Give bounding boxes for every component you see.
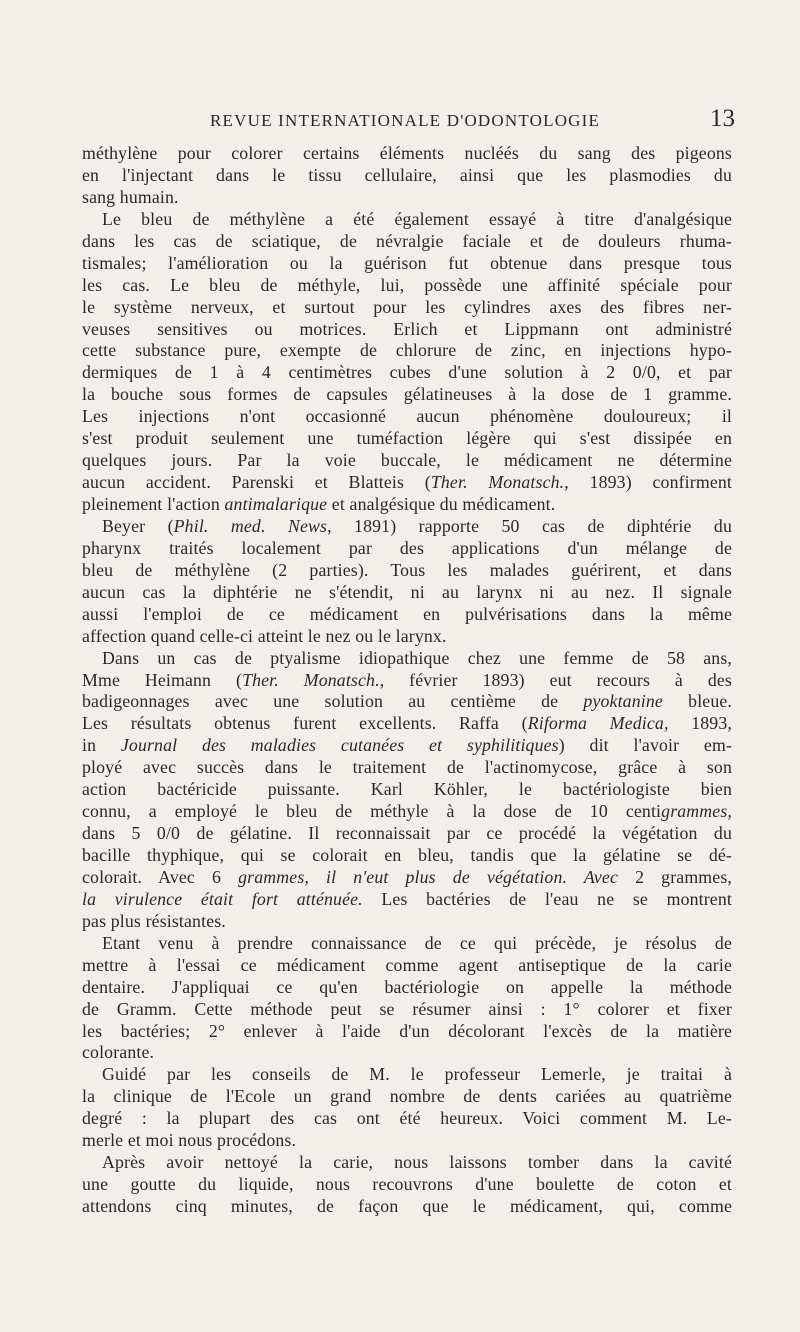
text-line: Beyer (Phil. med. News, 1891) rapporte 50 cas de diphtérie du — [102, 515, 732, 536]
text-line: en l'injectant dans le tissu cellulaire, ainsi que les plasmodies du — [82, 164, 732, 185]
text-line: veuses sensitives ou motrices. Erlich et Lippmann ont administré — [82, 318, 732, 339]
text-line: les bactéries; 2° enlever à l'aide d'un décolorant l'excès de la matière — [82, 1020, 732, 1041]
text-line: degré : la plupart des cas ont été heureux. Voici comment M. Le- — [82, 1108, 732, 1129]
text-line: de Gramm. Cette méthode peut se résumer ainsi : 1° colorer et fixer — [82, 998, 732, 1019]
text-line: le système nerveux, et surtout pour les cylindres axes des fibres ner- — [82, 296, 732, 317]
text-line: cette substance pure, exempte de chlorure de zinc, en injections hypo- — [82, 340, 732, 361]
text-line: Mme Heimann (Ther. Monatsch., février 1893) eut recours à des — [82, 669, 732, 690]
text-line: attendons cinq minutes, de façon que le médicament, qui, comme — [82, 1196, 732, 1216]
text-line: la bouche sous formes de capsules gélatineuses à la dose de 1 gramme. — [82, 384, 732, 405]
text-line: badigeonnages avec une solution au centième de pyoktanine bleue. — [82, 691, 732, 712]
text-line: aussi l'emploi de ce médicament en pulvérisations dans la même — [82, 603, 732, 624]
text-line: Après avoir nettoyé la carie, nous laissons tomber dans la cavité — [102, 1152, 732, 1173]
text-line: mettre à l'essai ce médicament comme agent antiseptique de la carie — [82, 954, 732, 975]
text-line: tismales; l'amélioration ou la guérison fut obtenue dans presque tous — [82, 252, 732, 273]
text-line: aucun accident. Parenski et Blatteis (Ther. Monatsch., 1893) confirment — [82, 472, 732, 493]
text-line: in Journal des maladies cutanées et syphilitiques) dit l'avoir em- — [82, 735, 733, 756]
text-line: Les injections n'ont occasionné aucun phénomène douloureux; il — [82, 406, 732, 427]
text-line: bleu de méthylène (2 parties). Tous les malades guérirent, et dans — [82, 559, 732, 580]
text-line: affection quand celle-ci atteint le nez ou le larynx. — [82, 625, 447, 646]
text-line: la clinique de l'Ecole un grand nombre de dents cariées au quatrième — [82, 1086, 732, 1107]
text-line: méthylène pour colorer certains éléments nucléés du sang des pigeons — [82, 143, 732, 163]
text-line: pas plus résistantes. — [82, 910, 226, 931]
body-text — [82, 143, 732, 1218]
text-line: Etant venu à prendre connaissance de ce qui précède, je résolus de — [102, 932, 732, 953]
text-line: colorante. — [82, 1042, 155, 1063]
text-line: connu, a employé le bleu de méthyle à la dose de 10 centigrammes, — [82, 801, 732, 822]
text-line: dentaire. J'appliquai ce qu'en bactériologie on appelle la méthode — [82, 976, 732, 997]
page-number: 13 — [710, 105, 735, 132]
text-line: les cas. Le bleu de méthyle, lui, possède une affinité spéciale pour — [82, 274, 732, 295]
text-line: une goutte du liquide, nous recouvrons d'une boulette de coton et — [82, 1174, 732, 1195]
text-line: Guidé par les conseils de M. le professeur Lemerle, je traitai à — [102, 1064, 732, 1085]
text-line: dermiques de 1 à 4 centimètres cubes d'une solution à 2 0/0, et par — [82, 362, 732, 383]
text-line: Les résultats obtenus furent excellents. Raffa (Riforma Medica, 1893, — [82, 713, 732, 734]
text-line: pleinement l'action antimalarique et analgésique du médicament. — [82, 494, 556, 514]
text-line: action bactéricide puissante. Karl Köhler, le bactériologiste bien — [82, 779, 732, 800]
text-line: bacille thyphique, qui se colorait en bleu, tandis que la gélatine se dé- — [82, 845, 732, 865]
text-line: quelques jours. Par la voie buccale, le médicament ne détermine — [82, 450, 732, 471]
text-line: Dans un cas de ptyalisme idiopathique chez une femme de 58 ans, — [102, 647, 732, 668]
text-line: sang humain. — [82, 186, 179, 207]
text-line: dans les cas de sciatique, de névralgie faciale et de douleurs rhuma- — [82, 230, 732, 251]
text-line: s'est produit seulement une tuméfaction légère qui s'est dissipée en — [82, 428, 732, 449]
header-title: REVUE INTERNATIONALE D'ODONTOLOGIE — [210, 111, 601, 130]
text-line: merle et moi nous procédons. — [82, 1130, 297, 1151]
text-line: dans 5 0/0 de gélatine. Il reconnaissait par ce procédé la végétation du — [82, 823, 732, 844]
text-line: pharynx traités localement par des applications d'un mélange de — [82, 537, 732, 558]
text-line: aucun cas la diphtérie ne s'étendit, ni au larynx ni au nez. Il signale — [82, 581, 732, 602]
text-line: ployé avec succès dans le traitement de l'actinomycose, grâce à son — [82, 757, 732, 778]
text-line: la virulence était fort atténuée. Les bactéries de l'eau ne se montrent — [82, 888, 732, 909]
running-header — [80, 105, 735, 135]
text-line: Le bleu de méthylène a été également essayé à titre d'analgésique — [102, 208, 732, 229]
text-line: colorait. Avec 6 grammes, il n'eut plus de végétation. Avec 2 grammes, — [82, 866, 732, 887]
